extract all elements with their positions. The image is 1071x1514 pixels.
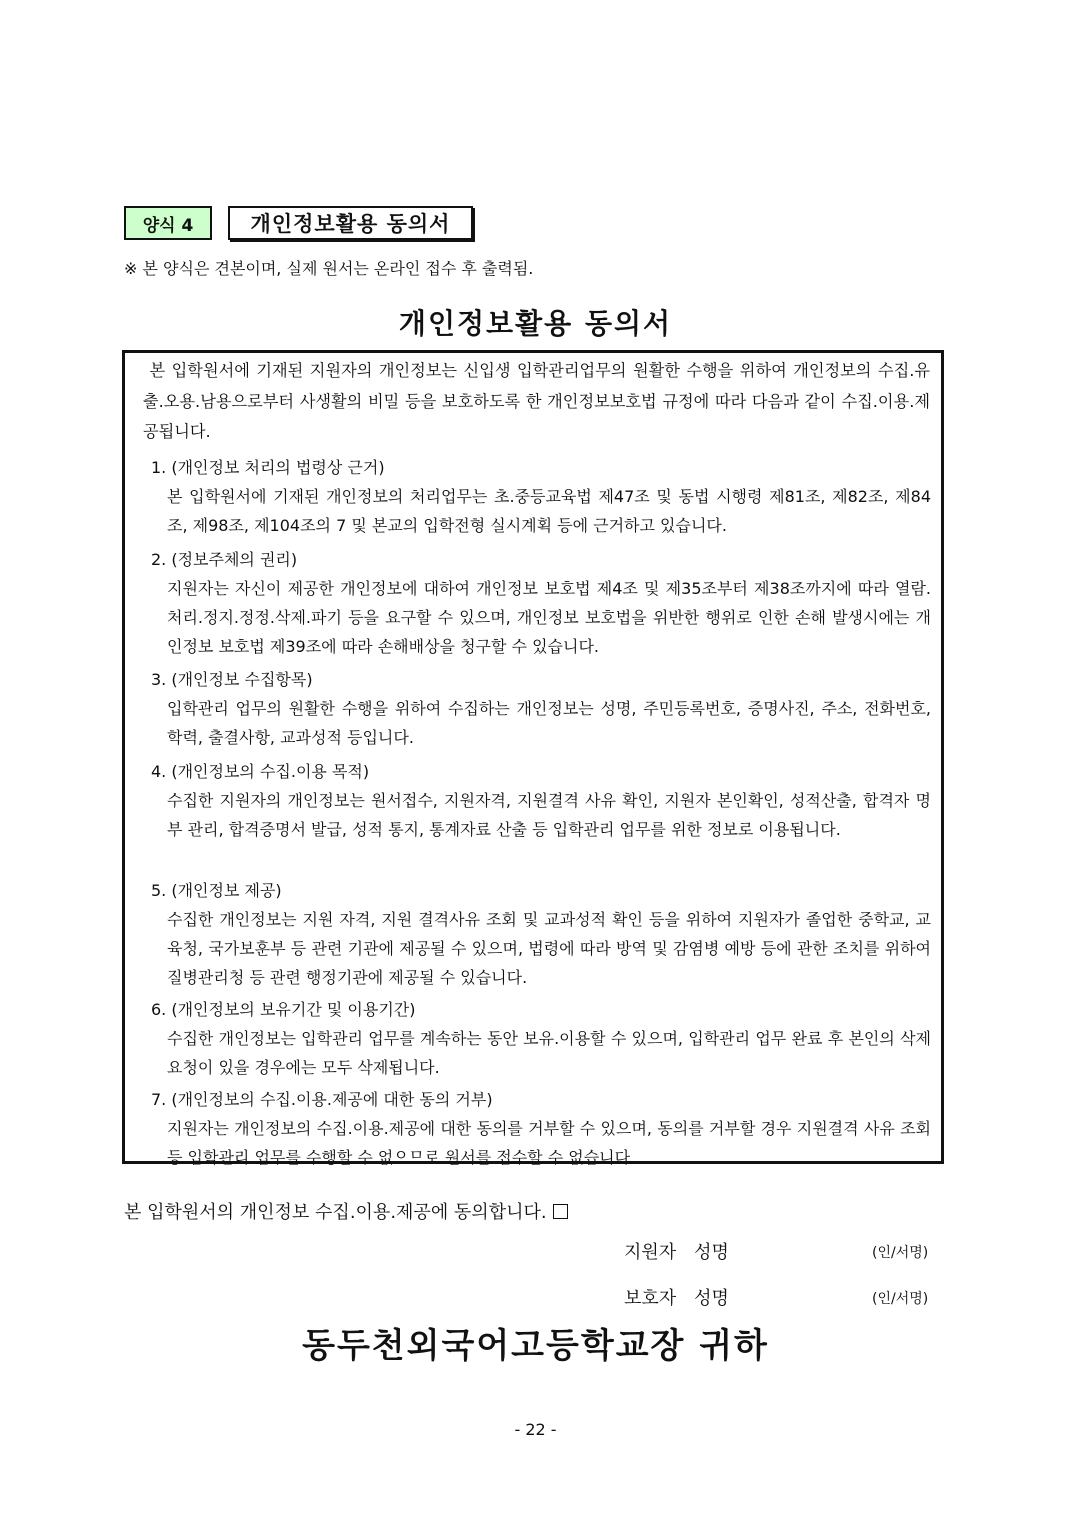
section-body: 지원자는 자신이 제공한 개인정보에 대하여 개인정보 보호법 제4조 및 제35조부터 제38조까지에 따라 열람.처리.정지.정정.삭제.파기 등을 요구할 수 있으며, 개인정보 보호법을 위반한 행위로 인한 손해 발생시에는 개인정보 보호법 제39조에 따라 손해배상을 청구할 수 있습니다.	[167, 579, 931, 656]
applicant-label: 지원자	[624, 1242, 677, 1263]
section-heading: 4. (개인정보의 수집.이용 목적)	[151, 762, 370, 781]
section-body: 수집한 개인정보는 입학관리 업무를 계속하는 동안 보유.이용할 수 있으며, 입학관리 업무 완료 후 본인의 삭제요청이 있을 경우에는 모두 삭제됩니다.	[167, 1029, 931, 1077]
applicant-seal-label: (인/서명)	[872, 1245, 929, 1261]
agreement-text: 본 입학원서의 개인정보 수집.이용.제공에 동의합니다.	[124, 1202, 547, 1223]
name-label: 성명	[694, 1242, 729, 1263]
section-body: 지원자는 개인정보의 수집.이용.제공에 대한 동의를 거부할 수 있으며, 동의를 거부할 경우 지원결격 사유 조회 등 입학관리 업무를 수행할 수 없으므로 원서를 접수할 수 없습니다.	[167, 1119, 931, 1167]
section-provision	[151, 877, 931, 992]
section-heading: 5. (개인정보 제공)	[151, 881, 282, 900]
addressee: 동두천외국어고등학교장 귀하	[302, 1326, 769, 1366]
name-label: 성명	[694, 1288, 729, 1309]
guardian-label: 보호자	[624, 1288, 677, 1309]
agreement-line	[124, 1198, 568, 1224]
section-retention	[151, 996, 931, 1082]
section-body: 수집한 개인정보는 지원 자격, 지원 결격사유 조회 및 교과성적 확인 등을 위하여 지원자가 졸업한 중학교, 교육청, 국가보훈부 등 관련 기관에 제공될 수 있으며, 법령에 따라 방역 및 감염병 예방 등에 관한 조치를 위하여 질병관리청 등 관련 행정기관에 제공될 수 있습니다.	[167, 910, 931, 987]
intro-paragraph: 본 입학원서에 기재된 지원자의 개인정보는 신입생 입학관리업무의 원활한 수행을 위하여 개인정보의 수집.유출.오용.남용으로부터 사생활의 비밀 등을 보호하도록 한 개인정보보호법 규정에 따라 다음과 같이 수집.이용.제공됩니다.	[143, 361, 930, 441]
section-body: 수집한 지원자의 개인정보는 원서접수, 지원자격, 지원결격 사유 확인, 지원자 본인확인, 성적산출, 합격자 명부 관리, 합격증명서 발급, 성적 통지, 통계자료 산출 등 입학관리 업무를 위한 정보로 이용됩니다.	[167, 791, 931, 839]
section-refusal	[151, 1086, 931, 1172]
section-rights	[151, 546, 931, 661]
agreement-checkbox[interactable]	[553, 1204, 568, 1219]
form-title-box: 개인정보활용 동의서	[228, 206, 473, 240]
section-heading: 7. (개인정보의 수집.이용.제공에 대한 동의 거부)	[151, 1090, 493, 1109]
page-number: - 22 -	[514, 1420, 557, 1439]
section-body: 입학관리 업무의 원활한 수행을 위하여 수집하는 개인정보는 성명, 주민등록번호, 증명사진, 주소, 전화번호, 학력, 출결사항, 교과성적 등입니다.	[167, 699, 931, 747]
section-heading: 2. (정보주체의 권리)	[151, 550, 298, 569]
form-tag	[124, 206, 473, 240]
guardian-seal-label: (인/서명)	[872, 1291, 929, 1307]
page-title: 개인정보활용 동의서	[398, 307, 673, 340]
guardian-signature-line	[624, 1284, 729, 1310]
section-body: 본 입학원서에 기재된 개인정보의 처리업무는 초.중등교육법 제47조 및 동법 시행령 제81조, 제82조, 제84조, 제98조, 제104조의 7 및 본교의 입학전형 실시계획 등에 근거하고 있습니다.	[167, 487, 931, 535]
section-collected-items	[151, 666, 931, 752]
consent-box	[122, 350, 944, 1167]
section-legal-basis	[151, 454, 931, 540]
form-number-badge: 양식 4	[124, 206, 212, 240]
applicant-signature-line	[624, 1238, 729, 1264]
sample-notice: ※ 본 양식은 견본이며, 실제 원서는 온라인 접수 후 출력됨.	[124, 259, 534, 278]
section-purpose	[151, 758, 931, 844]
section-heading: 3. (개인정보 수집항목)	[151, 670, 313, 689]
section-heading: 1. (개인정보 처리의 법령상 근거)	[151, 458, 385, 477]
section-heading: 6. (개인정보의 보유기간 및 이용기간)	[151, 1000, 416, 1019]
